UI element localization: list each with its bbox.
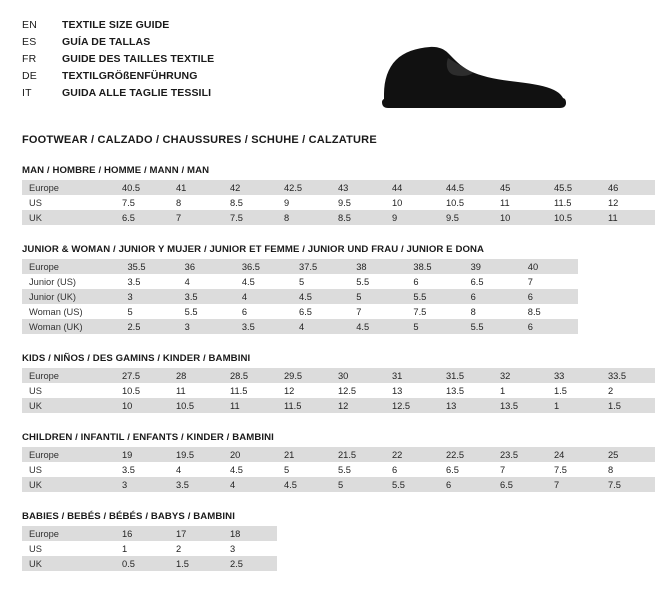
size-table-junior-woman <box>22 259 578 334</box>
header <box>22 18 578 118</box>
table-row <box>22 368 655 383</box>
table-row <box>22 526 655 541</box>
cell: 5 <box>127 306 133 317</box>
cell: 12.5 <box>338 385 357 396</box>
cell: 9 <box>284 197 290 208</box>
cell: 2 <box>608 385 614 396</box>
cell: 7 <box>500 464 506 475</box>
cell: 4.5 <box>230 464 243 475</box>
cell: 2.5 <box>120 319 177 334</box>
table-row <box>22 319 578 334</box>
cell: 11 <box>176 385 186 396</box>
group-title: BABIES / BEBÉS / BÉBÉS / BABYS / BAMBINI <box>22 511 235 522</box>
cell: 13 <box>392 385 403 396</box>
language-title: TEXTILGRÖßENFÜHRUNG <box>62 69 198 82</box>
cell: 6.5 <box>493 477 547 492</box>
language-row <box>22 35 214 52</box>
language-code: ES <box>22 35 37 48</box>
cell: 46 <box>601 180 655 195</box>
row-label: Europe <box>22 259 120 274</box>
cell: 36 <box>178 259 235 274</box>
cell: 6 <box>413 276 419 287</box>
cell: 5 <box>284 464 290 475</box>
cell: 7 <box>356 306 362 317</box>
cell: 6.5 <box>470 276 484 287</box>
cell: 7 <box>547 477 601 492</box>
cell: 3.5 <box>122 464 135 475</box>
cell: 10.5 <box>547 210 601 225</box>
table-row <box>22 259 578 274</box>
language-code: EN <box>22 19 37 31</box>
cell: 12.5 <box>385 398 439 413</box>
row-label: US <box>29 197 42 208</box>
table-row <box>22 210 655 225</box>
cell-empty <box>493 526 547 541</box>
cell: 6 <box>464 289 521 304</box>
cell: 0.5 <box>115 556 169 571</box>
cell: 4 <box>176 464 182 475</box>
table-row <box>22 289 578 304</box>
language-code: IT <box>22 86 32 99</box>
cell-empty <box>385 526 439 541</box>
cell: 1.5 <box>169 556 223 571</box>
group-title: JUNIOR & WOMAN / JUNIOR Y MUJER / JUNIOR ET FEMME / JUNIOR UND FRAU / JUNIOR E DONA <box>22 244 485 255</box>
group-junior-woman <box>22 244 578 334</box>
cell: 20 <box>223 447 277 462</box>
size-table-man <box>22 180 655 225</box>
cell: 18 <box>223 526 277 541</box>
cell: 7.5 <box>122 197 135 208</box>
cell: 11 <box>223 398 277 413</box>
cell: 32 <box>493 368 547 383</box>
cell: 10.5 <box>169 398 223 413</box>
cell: 6 <box>521 289 578 304</box>
row-label: Europe <box>22 180 115 195</box>
cell: 31 <box>385 368 439 383</box>
cell: 1 <box>500 385 506 396</box>
cell: 44 <box>385 180 439 195</box>
table-row <box>22 477 655 492</box>
cell: 11.5 <box>230 385 248 396</box>
cell: 8 <box>608 464 614 475</box>
language-code: DE <box>22 69 37 82</box>
language-code: FR <box>22 52 37 65</box>
row-label: Junior (US) <box>29 276 77 287</box>
cell: 6.5 <box>299 306 312 317</box>
cell: 3.5 <box>178 289 235 304</box>
cell: 2 <box>176 543 182 554</box>
cell: 23.5 <box>493 447 547 462</box>
language-row <box>22 86 214 103</box>
row-label: US <box>29 543 42 554</box>
cell: 41 <box>169 180 223 195</box>
cell: 11.5 <box>554 197 572 208</box>
cell: 1.5 <box>601 398 655 413</box>
cell: 3.5 <box>169 477 223 492</box>
cell: 8 <box>470 306 476 317</box>
table-row <box>22 541 655 556</box>
table-row <box>22 274 578 289</box>
cell: 30 <box>331 368 385 383</box>
cell: 29.5 <box>277 368 331 383</box>
cell: 10.5 <box>122 385 141 396</box>
row-label: Europe <box>22 368 115 383</box>
cell: 8.5 <box>331 210 385 225</box>
cell: 40.5 <box>115 180 169 195</box>
cell: 5 <box>299 276 305 287</box>
cell: 11 <box>500 197 510 208</box>
cell-empty <box>331 526 385 541</box>
cell: 8 <box>277 210 331 225</box>
cell-empty <box>439 541 493 556</box>
cell: 43 <box>331 180 385 195</box>
cell: 7.5 <box>223 210 277 225</box>
table-row <box>22 180 655 195</box>
cell-empty <box>439 526 493 541</box>
cell: 12 <box>284 385 295 396</box>
cell: 45 <box>493 180 547 195</box>
cell-empty <box>277 556 331 571</box>
cell: 7.5 <box>413 306 427 317</box>
cell: 6.5 <box>115 210 169 225</box>
language-title: TEXTILE SIZE GUIDE <box>62 19 170 31</box>
cell: 5.5 <box>385 477 439 492</box>
cell: 3 <box>230 543 236 554</box>
cell: 2.5 <box>223 556 277 571</box>
size-table-children <box>22 447 655 492</box>
table-row <box>22 556 655 571</box>
language-title: GUÍA DE TALLAS <box>62 35 151 48</box>
cell: 7.5 <box>554 464 567 475</box>
cell: 5.5 <box>338 464 351 475</box>
dress-shoe-icon <box>378 32 568 118</box>
group-children <box>22 432 621 492</box>
cell: 27.5 <box>115 368 169 383</box>
cell: 38 <box>349 259 406 274</box>
cell: 19 <box>115 447 169 462</box>
cell-empty <box>439 556 493 571</box>
cell: 39 <box>464 259 521 274</box>
cell: 4 <box>184 276 190 287</box>
cell: 6 <box>521 319 578 334</box>
page-title: FOOTWEAR / CALZADO / CHAUSSURES / SCHUHE / CALZATURE <box>22 134 377 146</box>
cell: 7 <box>527 276 533 287</box>
table-row <box>22 447 655 462</box>
cell: 44.5 <box>439 180 493 195</box>
cell: 13.5 <box>446 385 465 396</box>
cell-empty <box>385 556 439 571</box>
cell: 4.5 <box>292 289 349 304</box>
cell: 24 <box>547 447 601 462</box>
cell: 33 <box>547 368 601 383</box>
cell: 4.5 <box>349 319 406 334</box>
cell-empty <box>547 556 601 571</box>
cell: 1.5 <box>554 385 567 396</box>
cell: 4.5 <box>241 276 255 287</box>
cell: 5 <box>406 319 463 334</box>
cell: 11.5 <box>277 398 331 413</box>
cell-empty <box>601 526 655 541</box>
cell-empty <box>547 541 601 556</box>
language-title: GUIDE DES TAILLES TEXTILE <box>62 52 215 65</box>
cell: 42 <box>223 180 277 195</box>
cell: 7.5 <box>601 477 655 492</box>
language-title-list <box>22 18 214 103</box>
table-row <box>22 462 655 477</box>
cell: 6 <box>439 477 493 492</box>
cell: 8.5 <box>230 197 243 208</box>
table-row <box>22 398 655 413</box>
table-row <box>22 383 655 398</box>
size-table-babies <box>22 526 655 571</box>
cell: 33.5 <box>601 368 655 383</box>
cell-empty <box>277 526 331 541</box>
cell: 25 <box>601 447 655 462</box>
cell: 10 <box>392 197 403 208</box>
cell: 3 <box>178 319 235 334</box>
cell: 4 <box>223 477 277 492</box>
cell: 31.5 <box>439 368 493 383</box>
cell-empty <box>331 541 385 556</box>
cell: 6 <box>392 464 398 475</box>
cell: 19.5 <box>169 447 223 462</box>
cell: 5 <box>349 289 406 304</box>
cell: 17 <box>169 526 223 541</box>
cell: 13.5 <box>493 398 547 413</box>
cell: 8 <box>176 197 182 208</box>
row-label: UK <box>22 477 115 492</box>
cell: 10.5 <box>446 197 465 208</box>
cell-empty <box>493 556 547 571</box>
table-row <box>22 195 655 210</box>
cell: 42.5 <box>277 180 331 195</box>
cell: 21.5 <box>331 447 385 462</box>
cell-empty <box>601 556 655 571</box>
cell: 4.5 <box>277 477 331 492</box>
cell: 22.5 <box>439 447 493 462</box>
cell: 1 <box>547 398 601 413</box>
cell-empty <box>277 541 331 556</box>
row-label: Woman (US) <box>29 306 83 317</box>
cell-empty <box>547 526 601 541</box>
cell: 5.5 <box>356 276 370 287</box>
cell: 5.5 <box>464 319 521 334</box>
group-title: CHILDREN / INFANTIL / ENFANTS / KINDER / BAMBINI <box>22 432 274 443</box>
cell: 3.5 <box>235 319 292 334</box>
group-man <box>22 165 619 225</box>
cell: 12 <box>331 398 385 413</box>
language-row <box>22 69 214 86</box>
row-label: US <box>29 385 42 396</box>
cell: 21 <box>277 447 331 462</box>
row-label: Woman (UK) <box>22 319 120 334</box>
cell: 10 <box>493 210 547 225</box>
table-row <box>22 304 578 319</box>
cell: 28 <box>169 368 223 383</box>
cell: 5.5 <box>184 306 198 317</box>
cell: 3 <box>120 289 177 304</box>
row-label: UK <box>22 398 115 413</box>
group-kids <box>22 353 627 413</box>
cell: 6.5 <box>446 464 459 475</box>
cell: 9.5 <box>439 210 493 225</box>
cell: 9.5 <box>338 197 351 208</box>
cell: 7 <box>169 210 223 225</box>
cell: 22 <box>385 447 439 462</box>
size-table-kids <box>22 368 655 413</box>
cell: 45.5 <box>547 180 601 195</box>
cell: 6 <box>241 306 248 317</box>
group-title: KIDS / NIÑOS / DES GAMINS / KINDER / BAMBINI <box>22 353 251 364</box>
row-label: UK <box>22 556 115 571</box>
cell: 4 <box>292 319 349 334</box>
cell: 35.5 <box>120 259 177 274</box>
cell: 9 <box>385 210 439 225</box>
cell: 5 <box>331 477 385 492</box>
cell: 10 <box>115 398 169 413</box>
row-label: UK <box>22 210 115 225</box>
cell: 13 <box>439 398 493 413</box>
cell: 38.5 <box>406 259 463 274</box>
cell: 28.5 <box>223 368 277 383</box>
cell-empty <box>331 556 385 571</box>
cell: 36.5 <box>235 259 292 274</box>
row-label: Europe <box>22 526 115 541</box>
cell: 3.5 <box>127 276 141 287</box>
cell: 1 <box>122 543 128 554</box>
cell: 40 <box>521 259 578 274</box>
cell-empty <box>493 541 547 556</box>
cell-empty <box>385 541 439 556</box>
cell: 37.5 <box>292 259 349 274</box>
cell-empty <box>601 541 655 556</box>
language-title: GUIDA ALLE TAGLIE TESSILI <box>62 86 212 99</box>
language-row <box>22 52 214 69</box>
cell: 5.5 <box>406 289 463 304</box>
row-label: Junior (UK) <box>22 289 120 304</box>
group-babies <box>22 511 578 571</box>
row-label: Europe <box>22 447 115 462</box>
cell: 12 <box>608 197 619 208</box>
cell: 16 <box>115 526 169 541</box>
cell: 4 <box>235 289 292 304</box>
cell: 3 <box>115 477 169 492</box>
language-row <box>22 18 214 35</box>
group-title: MAN / HOMBRE / HOMME / MANN / MAN <box>22 165 210 176</box>
row-label: US <box>29 464 42 475</box>
cell: 8.5 <box>527 306 541 317</box>
cell: 11 <box>601 210 655 225</box>
